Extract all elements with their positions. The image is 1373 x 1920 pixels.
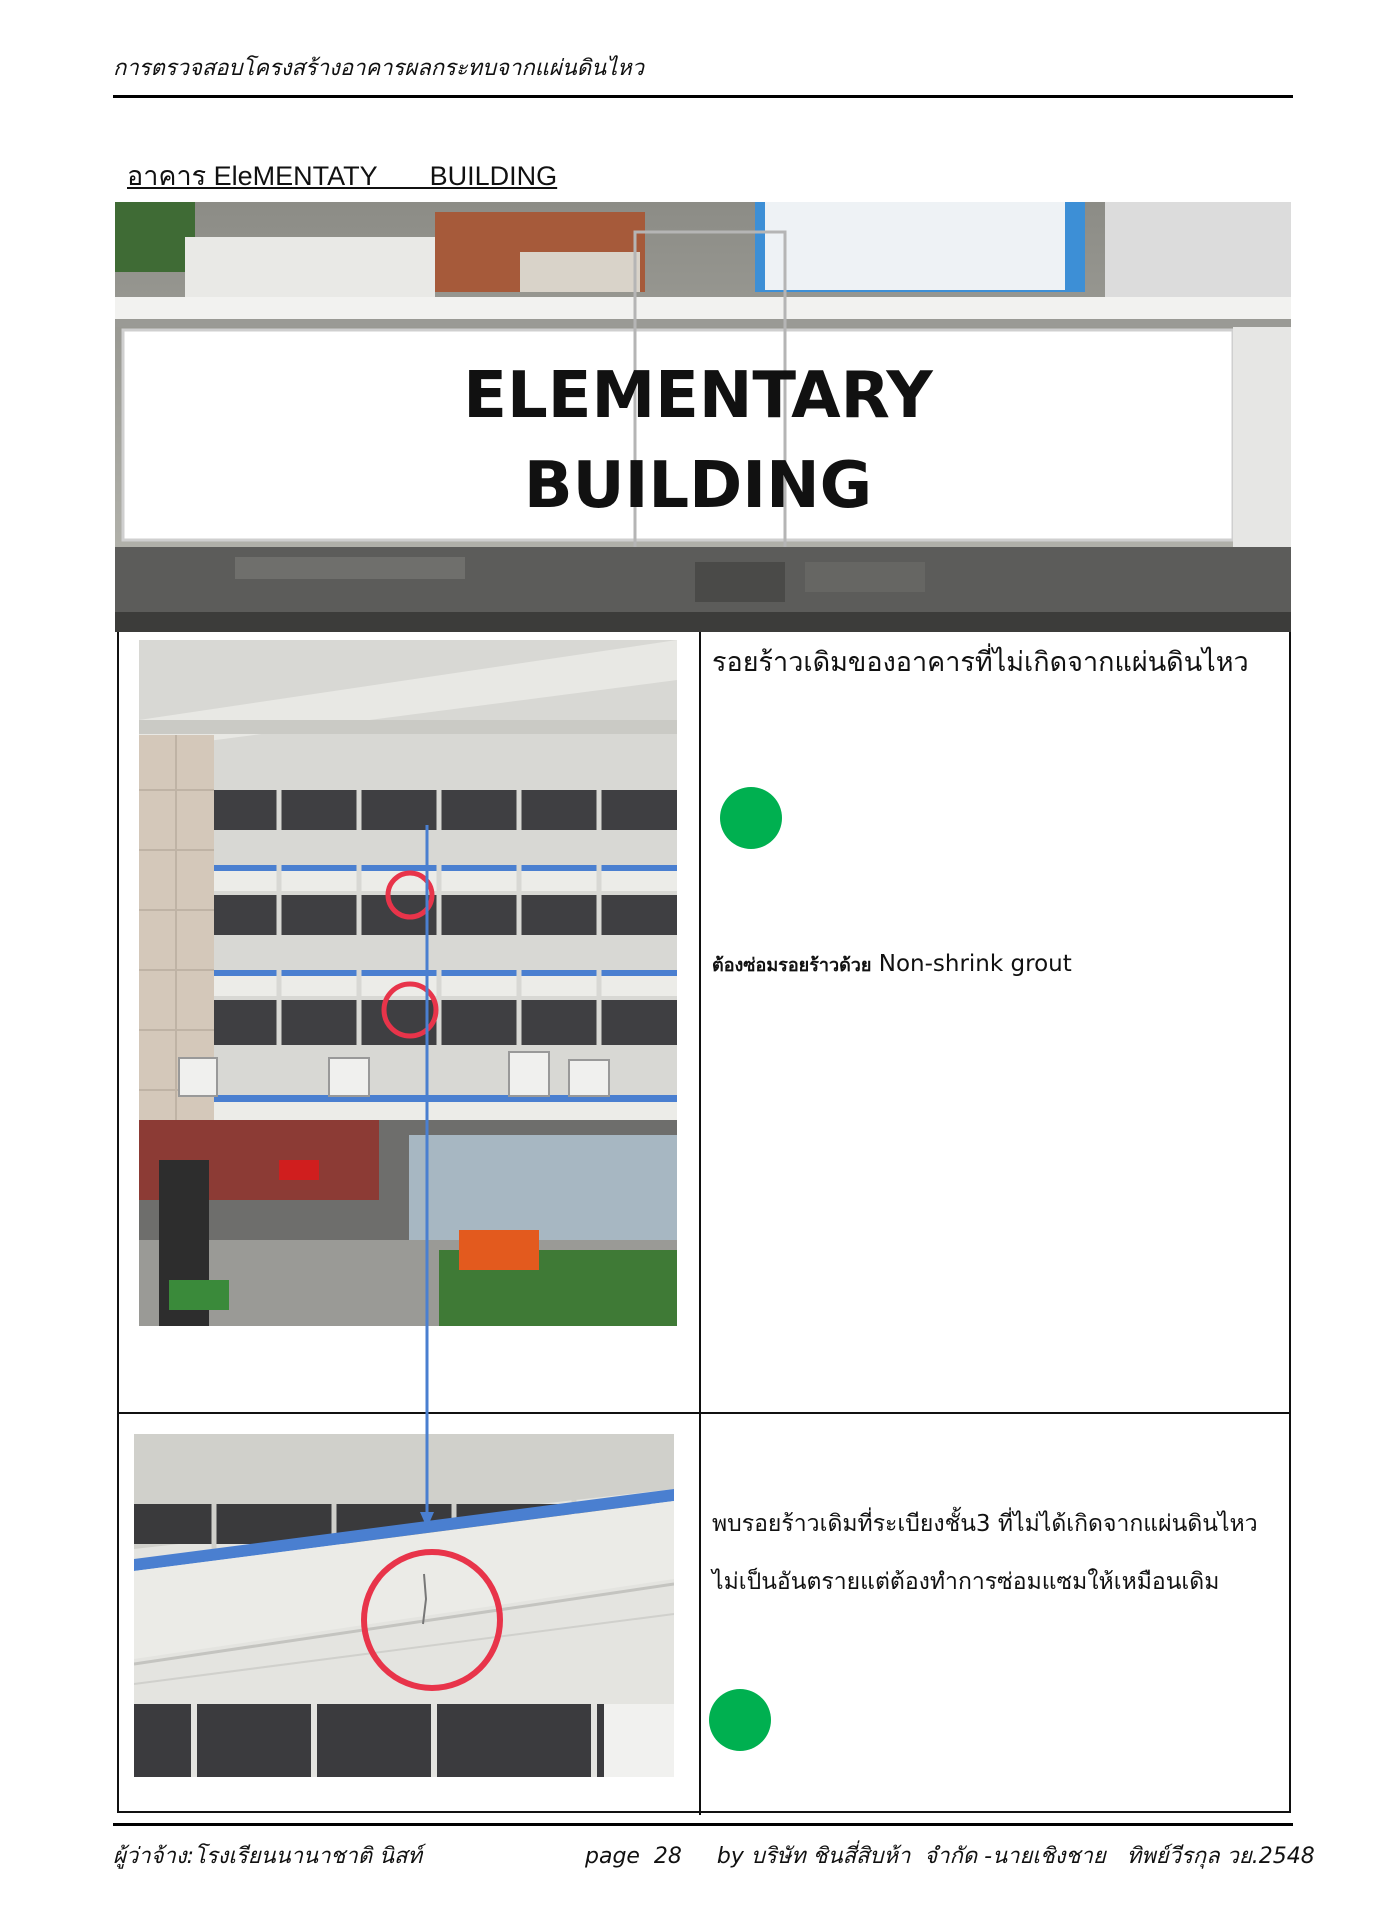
table-column-divider [699,632,701,1815]
header-divider [113,95,1293,98]
facade-illustration [139,640,677,1326]
balcony-illustration [134,1434,674,1777]
repair-prefix: ต้องซ่อมรอยร้าวด้วย [712,955,872,976]
repair-material: Non-shrink grout [871,951,1072,977]
status-ok-dot [720,787,782,849]
building-sign-photo [115,202,1291,632]
footer-page-info: page 28 by บริษัท ชินสี่สิบห้า จำกัด -นายเชิงชาย ทิพย์วีรกุล วย.2548 [585,1844,1315,1869]
footer-divider [113,1823,1293,1826]
building-facade-photo [139,640,677,1326]
document-header-title: การตรวจสอบโครงสร้างอาคารผลกระทบจากแผ่นดินไหว [113,56,645,81]
footer-client: ผู้ว่าจ้าง:โรงเรียนนานาชาติ นิสท์ [113,1844,422,1869]
building-sign-illustration [115,202,1291,632]
sign-text-line2: BUILDING [523,449,873,523]
table-row-divider [117,1412,1291,1414]
sign-text-line1: ELEMENTARY [463,359,933,433]
section-title: อาคาร EleMENTATY BUILDING [127,161,558,191]
cell1-note: รอยร้าวเดิมของอาคารที่ไม่เกิดจากแผ่นดินไหว [712,647,1249,678]
balcony-crack-photo [134,1434,674,1777]
cell2-note: พบรอยร้าวเดิมที่ระเบียงชั้น3 ที่ไม่ได้เกิดจากแผ่นดินไหวไม่เป็นอันตรายแต่ต้องทำการซ่อมแซมให้เหมือนเดิม [712,1511,1258,1595]
status-ok-dot-2 [709,1689,771,1751]
repair-instruction [712,952,1072,977]
